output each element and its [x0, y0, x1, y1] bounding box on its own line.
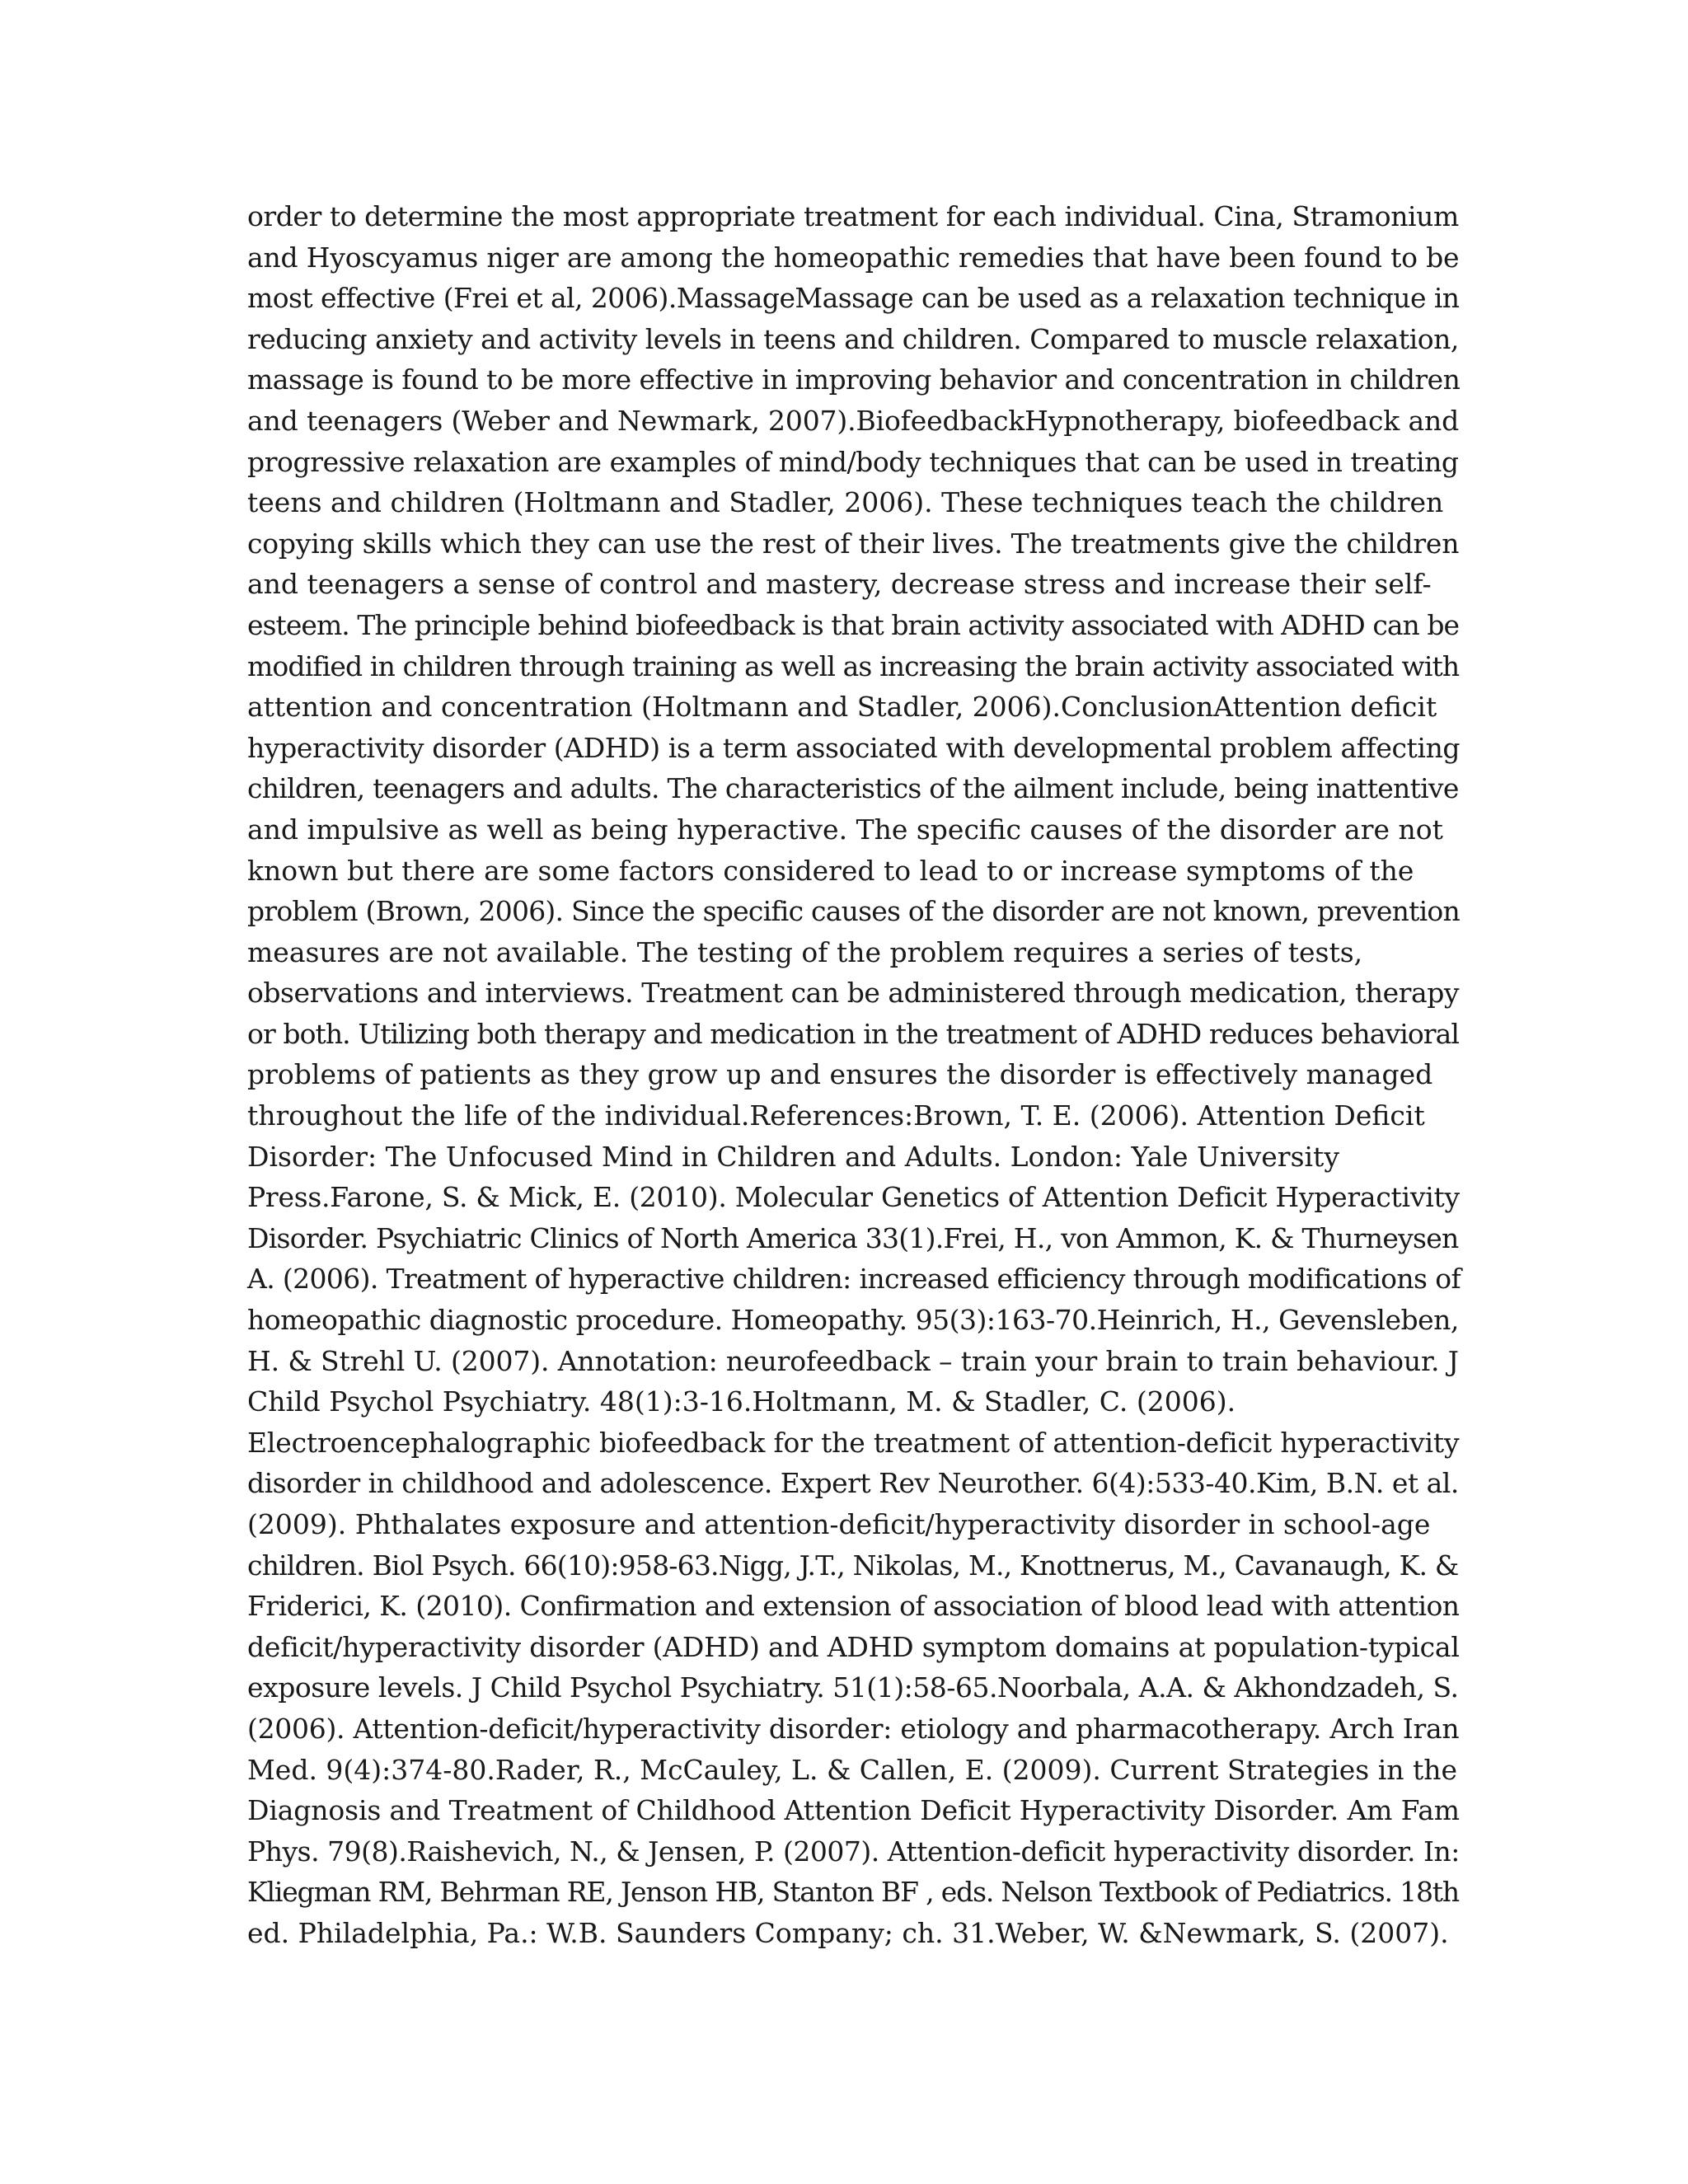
text-line: deficit/hyperactivity disorder (ADHD) and ADHD symptom domains at population-typical — [247, 1630, 1460, 1663]
text-line: exposure levels. J Child Psychol Psychiatry. 51(1):58-65.Noorbala, A.A. & Akhondzadeh, S. — [247, 1671, 1459, 1704]
text-line: attention and concentration (Holtmann and Stadler, 2006).ConclusionAttention deficit — [247, 691, 1437, 724]
text-line: homeopathic diagnostic procedure. Homeopathy. 95(3):163-70.Heinrich, H., Gevensleben, — [247, 1304, 1459, 1337]
text-line: (2006). Attention-deficit/hyperactivity disorder: etiology and pharmacotherapy. Arch Iran — [247, 1712, 1460, 1745]
text-line: and impulsive as well as being hyperactive. The specific causes of the disorder are not — [247, 813, 1443, 846]
text-line: teens and children (Holtmann and Stadler, 2006). These techniques teach the children — [247, 486, 1444, 519]
text-line: Friderici, K. (2010). Confirmation and extension of association of blood lead with attention — [247, 1590, 1460, 1623]
body-text — [247, 196, 1459, 1954]
text-line: problems of patients as they grow up and ensures the disorder is effectively managed — [247, 1058, 1433, 1091]
text-line: Disorder. Psychiatric Clinics of North America 33(1).Frei, H., von Ammon, K. & Thurneysen — [247, 1221, 1459, 1254]
text-line: Electroencephalographic biofeedback for the treatment of attention-deficit hyperactivity — [247, 1426, 1460, 1459]
text-line: copying skills which they can use the rest of their lives. The treatments give the children — [247, 527, 1460, 560]
text-line: and teenagers (Weber and Newmark, 2007).BiofeedbackHypnotherapy, biofeedback and — [247, 404, 1460, 437]
text-line: disorder in childhood and adolescence. Expert Rev Neurother. 6(4):533-40.Kim, B.N. et al. — [247, 1467, 1459, 1500]
text-line: measures are not available. The testing of the problem requires a series of tests, — [247, 935, 1363, 968]
text-line: esteem. The principle behind biofeedback is that brain activity associated with ADHD can be — [247, 608, 1460, 641]
text-line: and Hyoscyamus niger are among the homeopathic remedies that have been found to be — [247, 241, 1460, 274]
text-line: Press.Farone, S. & Mick, E. (2010). Molecular Genetics of Attention Deficit Hyperactivity — [247, 1181, 1460, 1214]
text-line: progressive relaxation are examples of mind/body techniques that can be used in treating — [247, 445, 1459, 478]
text-line: most effective (Frei et al, 2006).MassageMassage can be used as a relaxation technique in — [247, 282, 1460, 315]
text-line: Phys. 79(8).Raishevich, N., & Jensen, P. (2007). Attention-deficit hyperactivity disorder. In: — [247, 1835, 1460, 1868]
text-line: H. & Strehl U. (2007). Annotation: neurofeedback – train your brain to train behaviour. J — [247, 1344, 1459, 1377]
text-line: reducing anxiety and activity levels in teens and children. Compared to muscle relaxation, — [247, 322, 1459, 355]
text-line: Diagnosis and Treatment of Childhood Attention Deficit Hyperactivity Disorder. Am Fam — [247, 1794, 1460, 1827]
text-line: children, teenagers and adults. The characteristics of the ailment include, being inattentive — [247, 772, 1459, 805]
text-line: Med. 9(4):374-80.Rader, R., McCauley, L. & Callen, E. (2009). Current Strategies in the — [247, 1753, 1458, 1786]
text-line: children. Biol Psych. 66(10):958-63.Nigg, J.T., Nikolas, M., Knottnerus, M., Cavanaugh, K. & — [247, 1549, 1459, 1582]
text-line: Child Psychol Psychiatry. 48(1):3-16.Holtmann, M. & Stadler, C. (2006). — [247, 1385, 1236, 1418]
text-line: (2009). Phthalates exposure and attention-deficit/hyperactivity disorder in school-age — [247, 1508, 1431, 1540]
text-line: problem (Brown, 2006). Since the specific causes of the disorder are not known, prevention — [247, 895, 1460, 928]
text-line: Kliegman RM, Behrman RE, Jenson HB, Stanton BF , eds. Nelson Textbook of Pediatrics. 18th — [247, 1876, 1459, 1909]
text-line: Disorder: The Unfocused Mind in Children and Adults. London: Yale University — [247, 1140, 1339, 1173]
text-line: modified in children through training as well as increasing the brain activity associated with — [247, 649, 1460, 682]
text-line: ed. Philadelphia, Pa.: W.B. Saunders Company; ch. 31.Weber, W. &Newmark, S. (2007). — [247, 1916, 1449, 1949]
text-line: observations and interviews. Treatment can be administered through medication, therapy — [247, 977, 1460, 1010]
text-line: known but there are some factors considered to lead to or increase symptoms of the — [247, 854, 1414, 887]
text-line: and teenagers a sense of control and mastery, decrease stress and increase their self- — [247, 568, 1432, 601]
text-line: or both. Utilizing both therapy and medication in the treatment of ADHD reduces behavioral — [247, 1017, 1460, 1050]
text-line: order to determine the most appropriate treatment for each individual. Cina, Stramonium — [247, 200, 1459, 232]
text-line: throughout the life of the individual.References:Brown, T. E. (2006). Attention Deficit — [247, 1099, 1425, 1132]
text-line: massage is found to be more effective in improving behavior and concentration in children — [247, 363, 1461, 396]
text-line: A. (2006). Treatment of hyperactive children: increased efficiency through modifications of — [247, 1263, 1461, 1296]
text-line: hyperactivity disorder (ADHD) is a term associated with developmental problem affecting — [247, 731, 1461, 764]
